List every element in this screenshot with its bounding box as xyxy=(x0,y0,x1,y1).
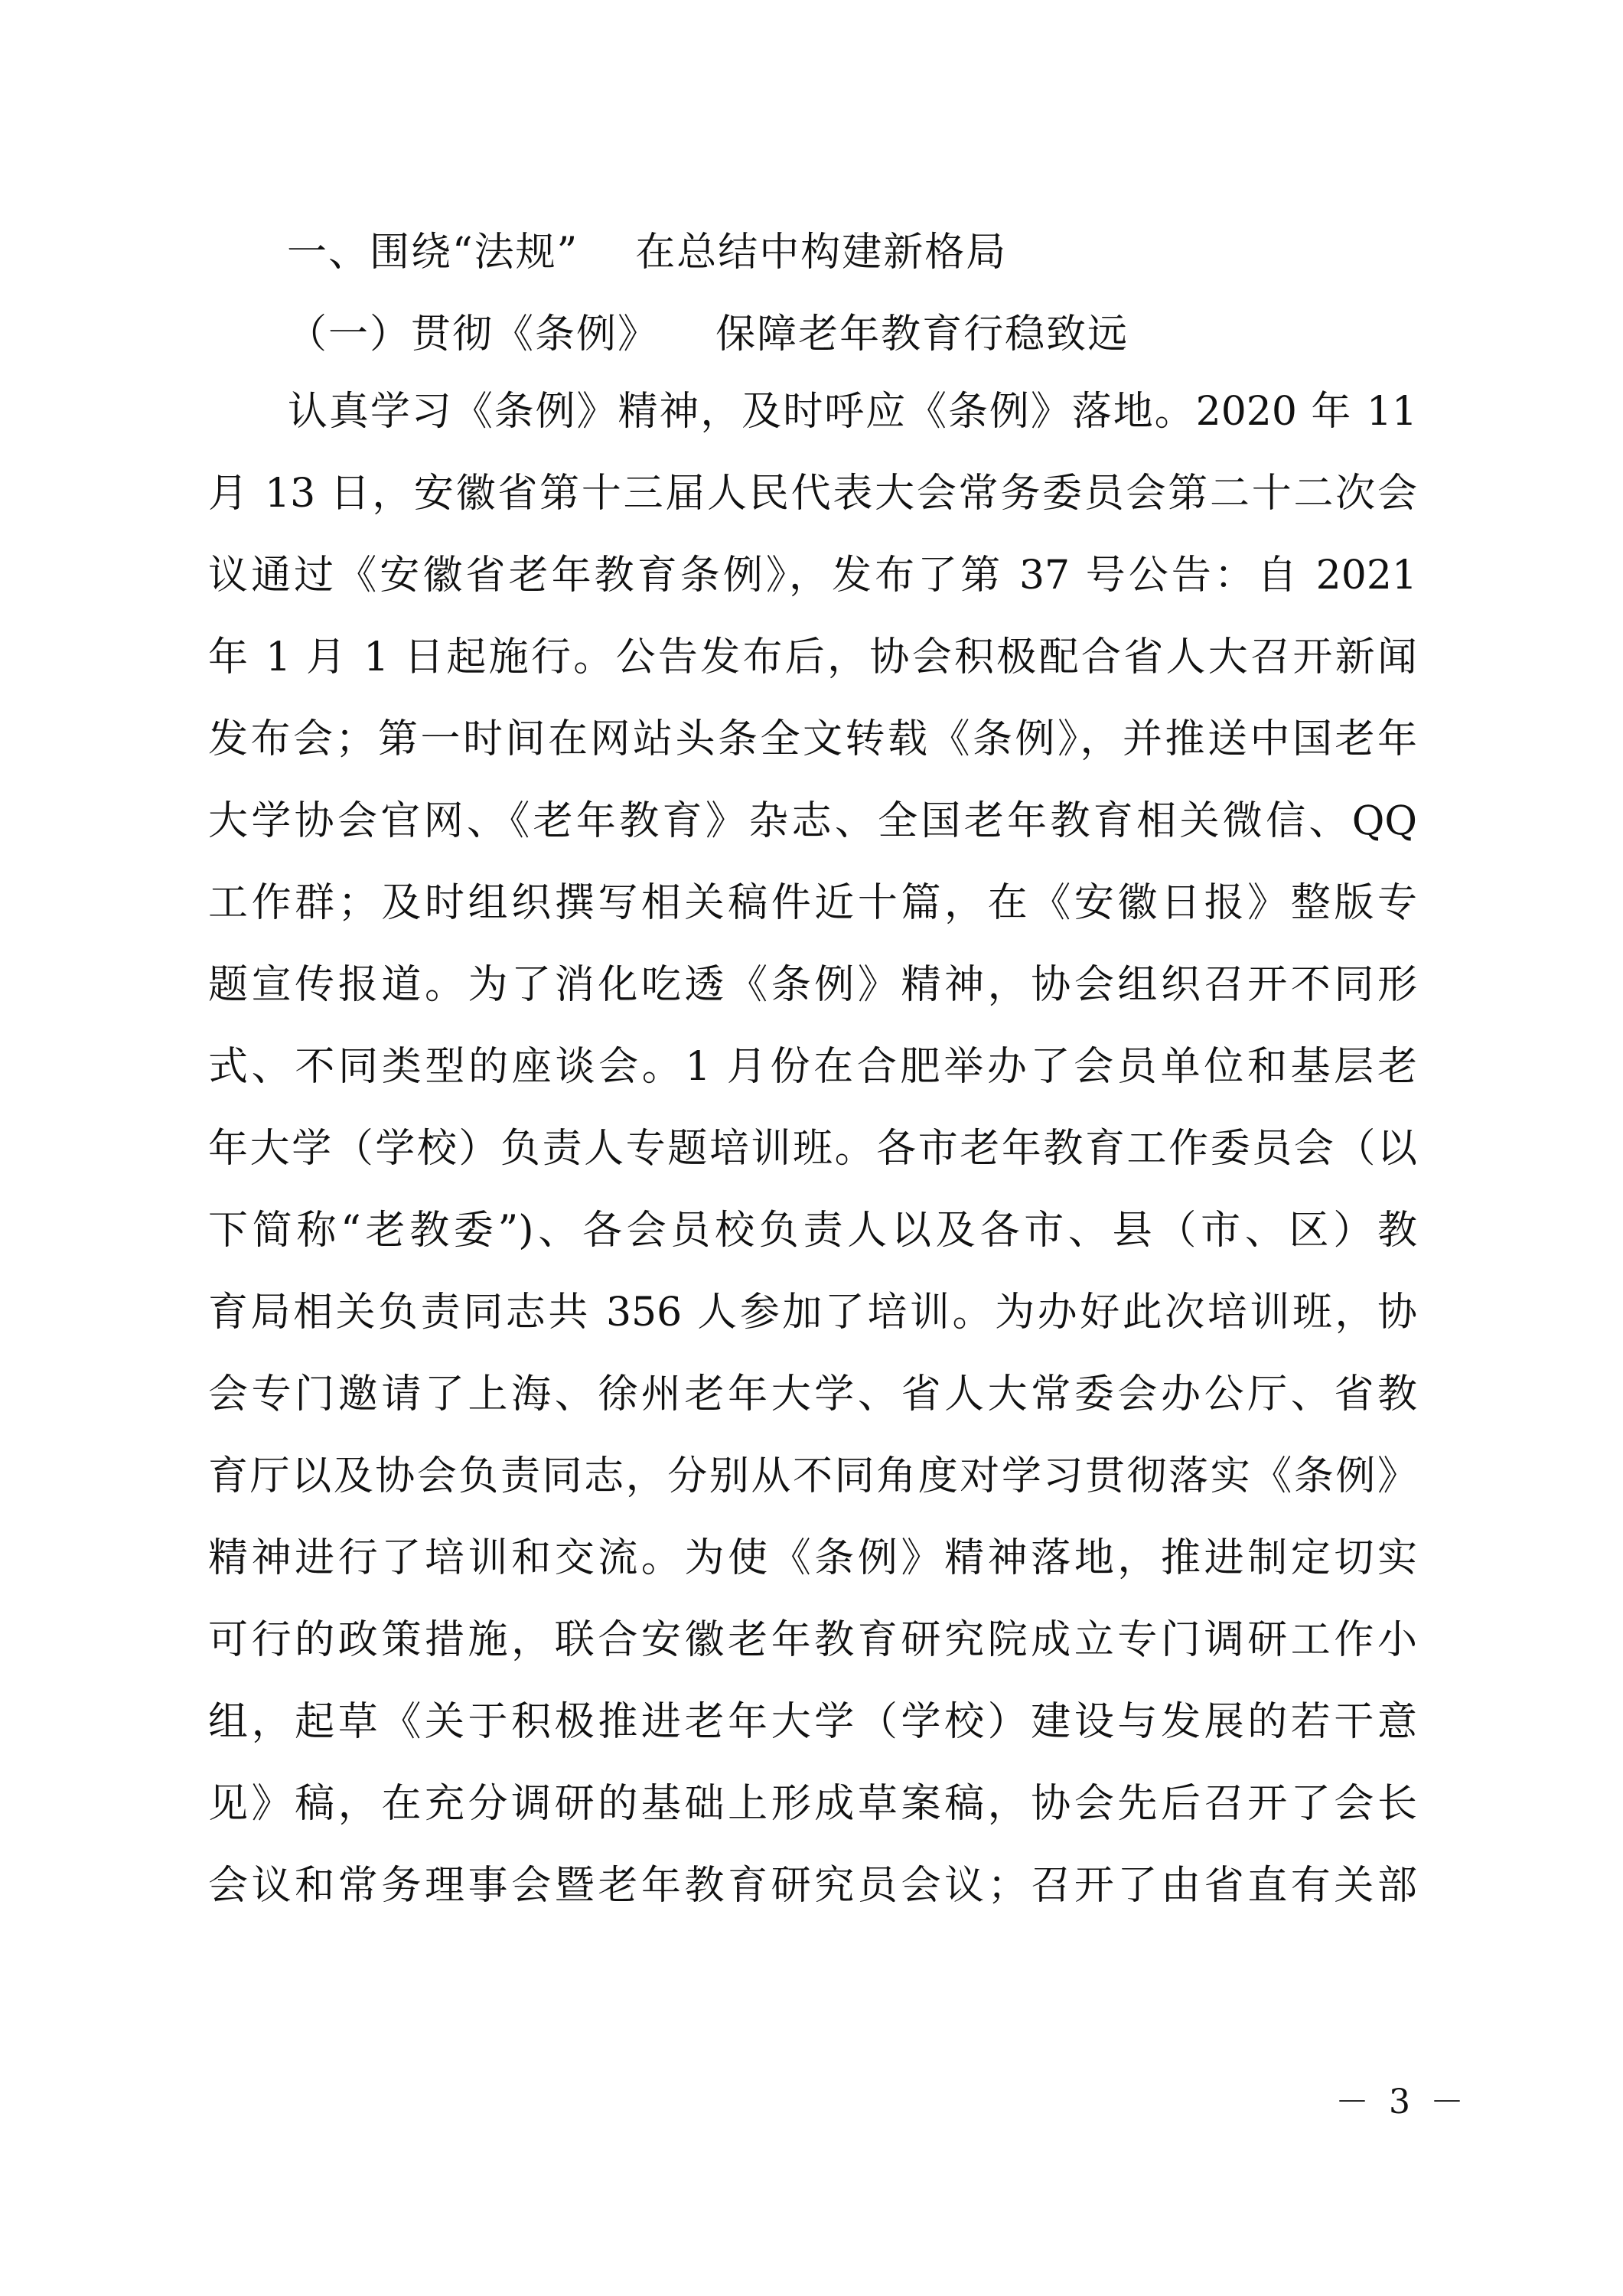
paragraph-line: 组，起草《关于积极推进老年大学（学校）建设与发展的若干意 xyxy=(208,1699,1417,1745)
paragraph-line: 工作群；及时组织撰写相关稿件近十篇，在《安徽日报》整版专 xyxy=(208,880,1417,926)
paragraph-line: 下简称“老教委”)、各会员校负责人以及各市、县（市、区）教 xyxy=(208,1208,1417,1254)
paragraph-line: 大学协会官网、《老年教育》杂志、全国老年教育相关微信、QQ xyxy=(208,798,1417,844)
paragraph-line: 育局相关负责同志共 356 人参加了培训。为办好此次培训班，协 xyxy=(208,1290,1417,1336)
paragraph-line: 可行的政策措施，联合安徽老年教育研究院成立专门调研工作小 xyxy=(208,1617,1417,1663)
body-paragraph xyxy=(208,389,1417,1945)
paragraph-line: 年 1 月 1 日起施行。公告发布后，协会积极配合省人大召开新闻 xyxy=(208,634,1417,680)
paragraph-line: 发布会；第一时间在网站头条全文转载《条例》，并推送中国老年 xyxy=(208,716,1417,762)
page-number: － 3 － xyxy=(1335,2082,1468,2122)
paragraph-line: 会议和常务理事会暨老年教育研究员会议；召开了由省直有关部 xyxy=(208,1863,1417,1909)
paragraph-line: 认真学习《条例》精神，及时呼应《条例》落地。2020 年 11 xyxy=(288,389,1417,435)
paragraph-line: 月 13 日，安徽省第十三届人民代表大会常务委员会第二十二次会 xyxy=(208,471,1417,517)
paragraph-line: 见》稿，在充分调研的基础上形成草案稿，协会先后召开了会长 xyxy=(208,1781,1417,1827)
paragraph-line: 题宣传报道。为了消化吃透《条例》精神，协会组织召开不同形 xyxy=(208,962,1417,1008)
paragraph-line: 年大学（学校）负责人专题培训班。各市老年教育工作委员会（以 xyxy=(208,1126,1417,1172)
paragraph-line: 议通过《安徽省老年教育条例》，发布了第 37 号公告：自 2021 xyxy=(208,553,1417,598)
paragraph-line: 精神进行了培训和交流。为使《条例》精神落地，推进制定切实 xyxy=(208,1535,1417,1581)
paragraph-line: 会专门邀请了上海、徐州老年大学、省人大常委会办公厅、省教 xyxy=(208,1371,1417,1417)
section-heading: 一、围绕“法规” 在总结中构建新格局 xyxy=(287,230,1008,276)
paragraph-line: 育厅以及协会负责同志，分别从不同角度对学习贯彻落实《条例》 xyxy=(208,1453,1417,1499)
paragraph-line: 式、不同类型的座谈会。1 月份在合肥举办了会员单位和基层老 xyxy=(208,1044,1417,1090)
subsection-heading: （一）贯彻《条例》 保障老年教育行稳致远 xyxy=(287,311,1129,357)
